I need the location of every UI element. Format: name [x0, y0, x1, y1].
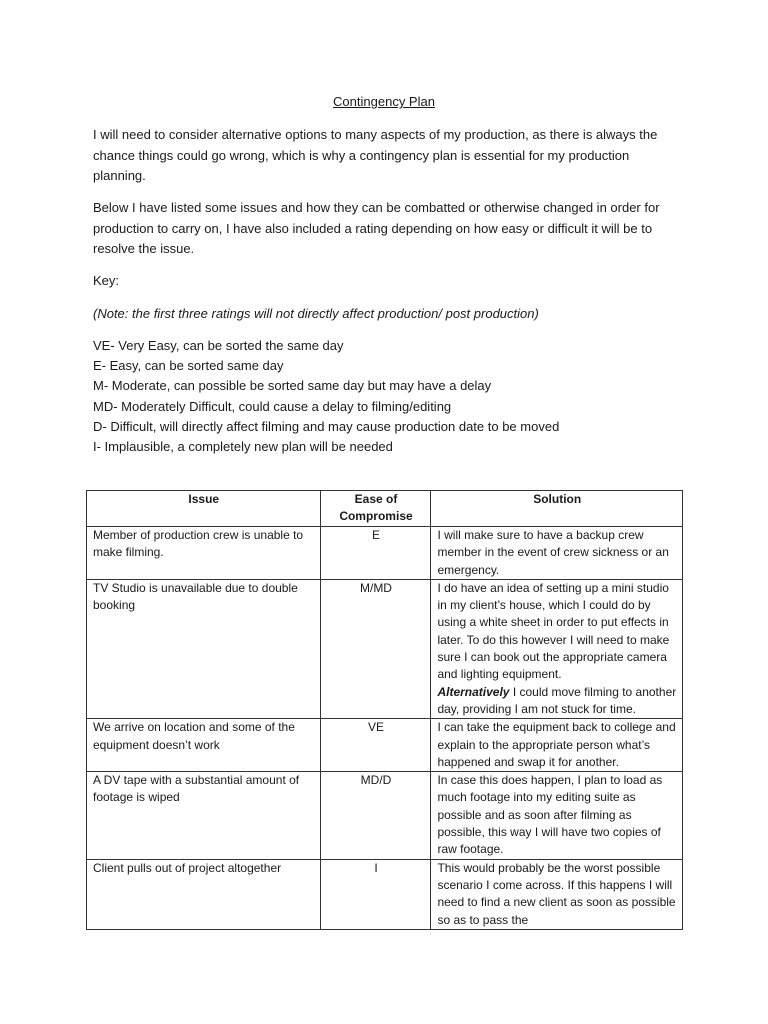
- issue-cell: A DV tape with a substantial amount of footage is wiped: [87, 772, 321, 859]
- issue-cell: Client pulls out of project altogether: [87, 859, 321, 929]
- table-row: [87, 772, 683, 859]
- solution-cell: In case this does happen, I plan to load as much footage into my editing suite as possible and as soon after filming as possible, this way I will have two copies of raw footage.: [431, 772, 683, 859]
- intro-paragraph: I will need to consider alternative options to many aspects of my production, as there is always the chance things could go wrong, which is why a contingency plan is essential for my production planning.: [93, 127, 658, 183]
- legend-item-i: I- Implausible, a completely new plan will be needed: [93, 439, 393, 455]
- solution-cell: [431, 859, 683, 929]
- issue-cell: TV Studio is unavailable due to double booking: [87, 579, 321, 718]
- rating-legend: [93, 336, 693, 457]
- ease-cell: VE: [320, 719, 431, 772]
- ease-cell: MD/D: [320, 772, 431, 859]
- header-ease: Ease of Compromise: [320, 491, 431, 527]
- key-label: Key:: [93, 273, 120, 288]
- ease-cell: M/MD: [320, 579, 431, 718]
- table-row: [87, 719, 683, 772]
- table-row: [87, 859, 683, 929]
- solution-cell: [431, 579, 683, 718]
- table-header-row: [87, 491, 683, 527]
- legend-item-ve: VE- Very Easy, can be sorted the same day: [93, 338, 344, 353]
- solution-text: I do have an idea of setting up a mini studio in my client’s house, which I could do by using a white sheet in order to put effects in later. To do this however I will need to make sure I can book out the appropriate camera and lighting equipment.: [437, 580, 670, 682]
- ease-cell: E: [320, 527, 431, 580]
- issue-cell: We arrive on location and some of the equipment doesn’t work: [87, 719, 321, 772]
- ratings-note: (Note: the first three ratings will not directly affect production/ post production): [93, 306, 539, 321]
- page-title: Contingency Plan: [333, 94, 435, 109]
- solution-cell: I can take the equipment back to college and explain to the appropriate person what’s happened and swap it for another.: [431, 719, 683, 772]
- alternatively-emphasis: Alternatively: [437, 684, 510, 699]
- contingency-table: [86, 490, 683, 930]
- issue-cell: Member of production crew is unable to make filming.: [87, 527, 321, 580]
- table-row: [87, 579, 683, 718]
- legend-item-m: M- Moderate, can possible be sorted same day but may have a delay: [93, 378, 492, 394]
- table-row: [87, 527, 683, 580]
- header-issue: Issue: [87, 491, 321, 527]
- ease-cell: I: [320, 859, 431, 929]
- legend-item-d: D- Difficult, will directly affect filming and may cause production date to be moved: [93, 418, 560, 434]
- solution-text: This would probably be the worst possible scenario I come across. If this happens I will need to find a new client as soon as possible so as to pass the: [437, 860, 676, 927]
- legend-item-e: E- Easy, can be sorted same day: [93, 358, 284, 374]
- header-solution: Solution: [431, 491, 683, 527]
- solution-cell: I will make sure to have a backup crew member in the event of crew sickness or an emergency.: [431, 527, 683, 580]
- legend-item-md: MD- Moderately Difficult, could cause a delay to filming/editing: [93, 398, 452, 414]
- solution-alternative-text: I could move filming to another day, providing I am not stuck for time.: [437, 684, 677, 716]
- issues-paragraph: Below I have listed some issues and how they can be combatted or otherwise changed in order for production to carry on, I have also included a rating depending on how easy or difficult it will be to resolve the issue.: [93, 200, 660, 256]
